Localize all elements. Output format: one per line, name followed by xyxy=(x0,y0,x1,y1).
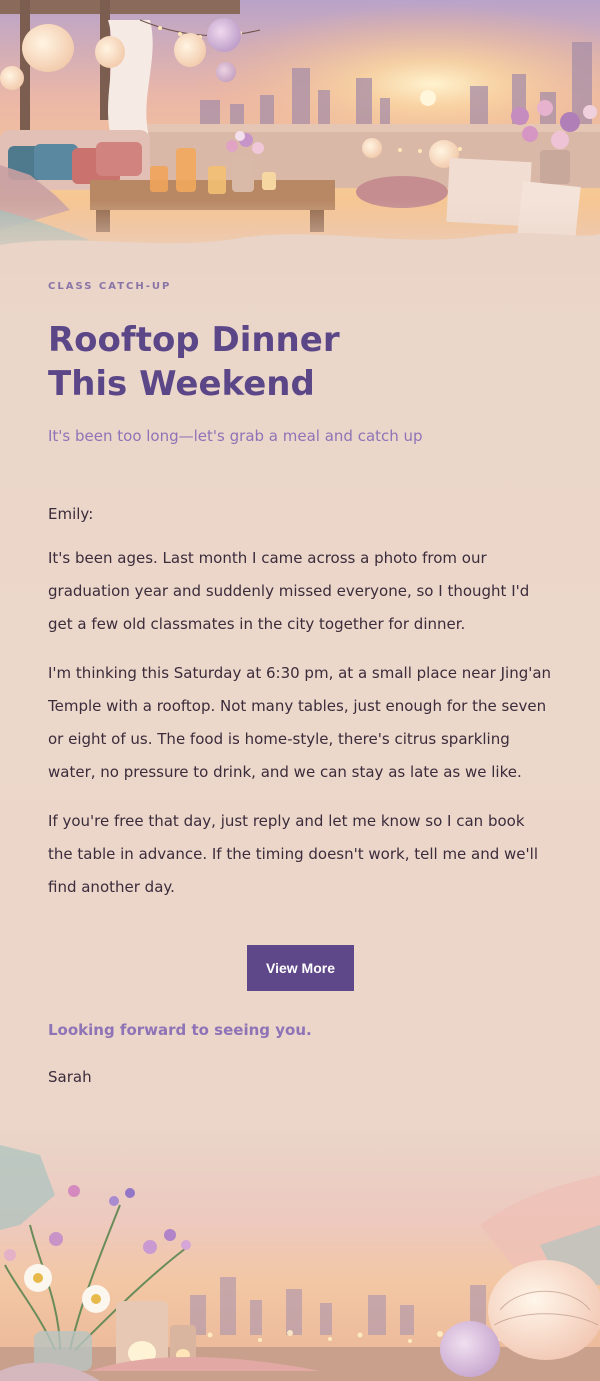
body-paragraph: I'm thinking this Saturday at 6:30 pm, at a small place near Jing'an Temple with a rooftop. Not many tables, just enough for the seven or eight of us. The food is home-style, there's citrus sparkling water, no pressure to drink, and we can stay as late as we like. xyxy=(48,664,552,781)
eyebrow-label: CLASS CATCH-UP xyxy=(48,281,172,292)
greeting: Emily: xyxy=(48,505,94,523)
cta-container xyxy=(48,945,553,991)
footer-illustration xyxy=(0,1135,600,1381)
subtitle: It's been too long—let's grab a meal and catch up xyxy=(48,427,423,445)
page-title: Rooftop Dinner This Weekend xyxy=(48,320,340,404)
body-paragraph: If you're free that day, just reply and let me know so I can book the table in advance. If the timing doesn't work, tell me and we'll find another day. xyxy=(48,812,538,896)
signature: Sarah xyxy=(48,1068,92,1086)
view-more-button[interactable]: View More xyxy=(247,945,354,991)
body-paragraph: It's been ages. Last month I came across a photo from our graduation year and suddenly missed everyone, so I thought I'd get a few old classmates in the city together for dinner. xyxy=(48,549,530,633)
header-illustration xyxy=(0,0,600,275)
closing-line: Looking forward to seeing you. xyxy=(48,1021,312,1039)
email-body xyxy=(48,281,553,1087)
